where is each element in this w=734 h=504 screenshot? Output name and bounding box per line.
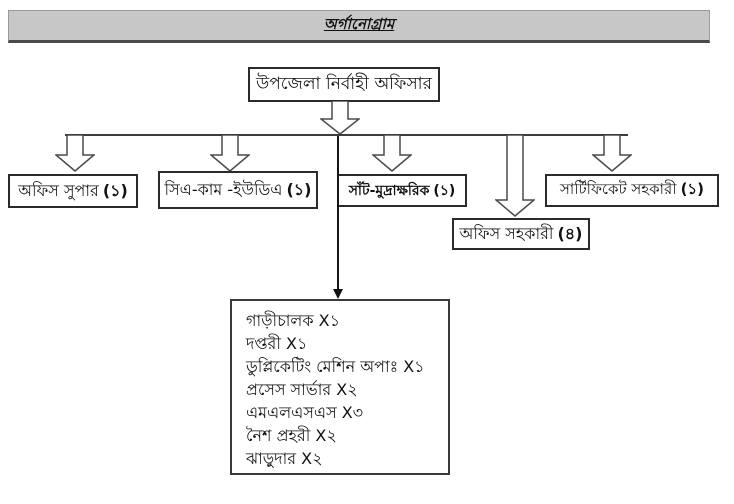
org-box-label: সাঁট-মুদ্রাক্ষরিক [348,182,430,199]
org-box-office-super [8,174,138,208]
arrowhead-down-icon [333,289,343,299]
staff-list-item: ঝাড়ুদার X২ [246,449,323,468]
block-arrow-down-icon [592,135,632,172]
organogram-title-bar [8,10,710,43]
org-box-certificate-assistant [545,174,719,207]
org-box-count: (১) [286,179,312,199]
block-arrow-down-icon [55,135,95,172]
org-box-steno-typist [337,174,467,207]
staff-list-item: এমএলএসএস X৩ [246,403,364,422]
block-arrow-down-icon [320,101,360,135]
org-box-label: সার্টিফিকেট সহকারী [559,180,677,198]
org-box-label: উপজেলা নির্বাহী অফিসার [256,73,432,94]
org-box-label: অফিস সহকারী [459,223,554,243]
staff-list [232,309,448,470]
org-box-office-assistant [452,218,590,250]
staff-list-box [230,299,450,475]
org-box-label: অফিস সুপার [18,180,99,200]
org-box-ca-cum-uda [158,171,318,209]
connector-vertical-line [337,136,339,289]
staff-list-item: ডুপ্লিকেটিং মেশিন অপাঃ X১ [246,357,425,376]
staff-list-item: প্রসেস সার্ভার X২ [246,380,358,399]
org-box-label: সিএ-কাম -ইউডিএ [164,179,283,199]
org-box-count: (১) [102,180,128,200]
org-box-upazila-nirbahi-officer [248,67,440,102]
org-box-count: (১) [433,182,456,199]
org-box-count: (৪) [557,223,583,243]
staff-list-item: গাড়ীচালক X১ [246,311,340,330]
org-box-count: (১) [680,180,705,198]
block-arrow-down-icon [210,135,250,172]
block-arrow-down-icon [372,135,412,172]
page-title: অর্গানোগ্রাম [323,15,395,33]
connector-horizontal-line [65,134,628,136]
block-arrow-down-long-icon [495,135,535,217]
staff-list-item: নৈশ প্রহরী X২ [246,426,337,445]
staff-list-item: দপ্তরী X১ [246,334,308,353]
